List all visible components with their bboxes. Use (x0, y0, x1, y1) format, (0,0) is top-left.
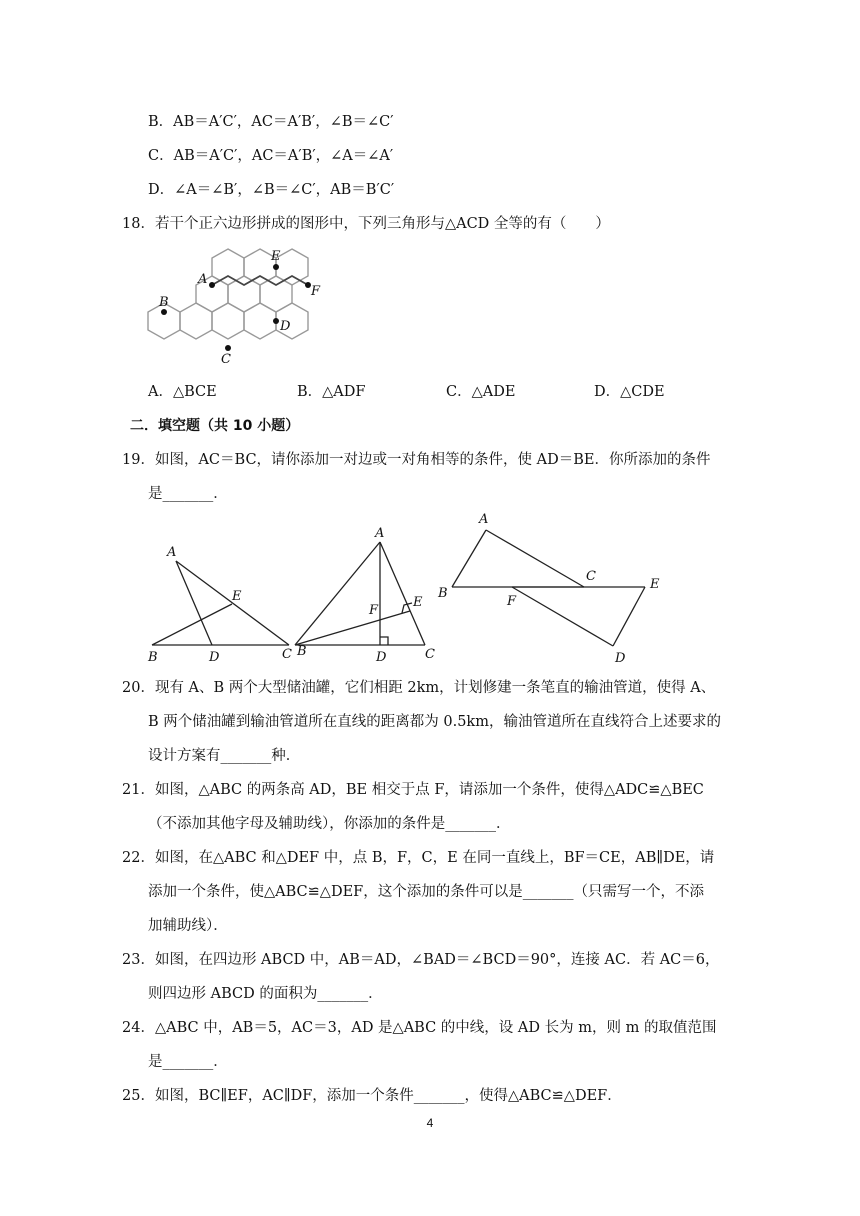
question-19-line-2: 是_______． (148, 486, 228, 502)
hexagon-tile (260, 276, 292, 312)
label-f: F (311, 284, 321, 299)
question-25-line-1: 25．如图，BC∥EF，AC∥DF，添加一个条件_______，使得△ABC≌△DEF． (122, 1088, 622, 1104)
option-d-q17: D．∠A＝∠B′，∠B＝∠C′，AB＝B′C′ (148, 182, 395, 198)
question-24-line-1: 24．△ABC 中，AB＝5，AC＝3，AD 是△ABC 的中线，设 AD 长为 m，则 m 的取值范围 (122, 1020, 717, 1036)
hexagon-figure (140, 240, 340, 365)
fig3-label-b: B (438, 586, 448, 601)
q18-choice-a: A．△BCE (148, 384, 217, 400)
fig3-label-f: F (507, 594, 517, 609)
fig2-label-a: A (375, 526, 385, 541)
question-23-line-1: 23．如图，在四边形 ABCD 中，AB＝AD，∠BAD＝∠BCD＝90°，连接 AC．若 AC＝6， (122, 952, 720, 968)
section-2-title: 二．填空题（共 10 小题） (130, 418, 300, 434)
fig1-label-e: E (232, 589, 242, 604)
fig2-label-e: E (413, 595, 423, 610)
hexagon-tile (244, 303, 276, 339)
question-20-line-1: 20．现有 A、B 两个大型储油罐，它们相距 2km，计划修建一条笔直的输油管道，使得 A、 (122, 680, 716, 696)
point-d-dot (273, 318, 279, 324)
figures-row (140, 508, 680, 668)
question-23-line-2: 则四边形 ABCD 的面积为_______． (148, 986, 383, 1002)
hexagon-tile (180, 303, 212, 339)
page-number: 4 (426, 1116, 434, 1130)
label-d: D (280, 319, 291, 334)
question-20-line-2: B 两个储油罐到输油管道所在直线的距离都为 0.5km，输油管道所在直线符合上述要求的 (148, 714, 721, 730)
question-20-line-3: 设计方案有_______种． (148, 748, 301, 764)
point-c-dot (225, 345, 231, 351)
label-b: B (159, 295, 169, 310)
option-b-q17: B．AB＝A′C′，AC＝A′B′，∠B＝∠C′ (148, 114, 394, 130)
hexagon-tile (212, 249, 244, 285)
question-22-line-2: 添加一个条件，使△ABC≌△DEF，这个添加的条件可以是_______（只需写一个，不添 (148, 884, 704, 900)
fig3-label-e: E (650, 577, 660, 592)
label-e: E (271, 249, 281, 264)
question-24-line-2: 是_______． (148, 1054, 228, 1070)
fig1-label-a: A (167, 545, 177, 560)
option-c-q17: C．AB＝A′C′，AC＝A′B′，∠A＝∠A′ (148, 148, 394, 164)
fig2-label-b: B (297, 644, 307, 659)
fig1-label-b: B (148, 650, 158, 665)
hexagon-tile (276, 249, 308, 285)
figure-21 (295, 542, 425, 645)
label-a: A (198, 272, 208, 287)
q18-choice-b: B．△ADF (297, 384, 366, 400)
figure-19 (152, 561, 289, 645)
q18-choice-c: C．△ADE (446, 384, 516, 400)
fig2-label-c: C (425, 647, 435, 662)
question-21-line-1: 21．如图，△ABC 的两条高 AD，BE 相交于点 F，请添加一个条件，使得△ADC≌△BEC (122, 782, 704, 798)
question-21-line-2: （不添加其他字母及辅助线），你添加的条件是_______． (148, 816, 511, 832)
hexagon-tile (228, 276, 260, 312)
fig3-label-a: A (479, 512, 489, 527)
fig2-label-f: F (369, 603, 379, 618)
point-e-dot (273, 264, 279, 270)
fig3-label-d: D (615, 651, 626, 666)
question-22-line-3: 加辅助线）． (148, 918, 228, 934)
q18-choice-d: D．△CDE (594, 384, 665, 400)
question-22-line-1: 22．如图，在△ABC 和△DEF 中，点 B，F，C，E 在同一直线上，BF＝CE，AB∥DE，请 (122, 850, 715, 866)
question-18-stem: 18．若干个正六边形拼成的图形中，下列三角形与△ACD 全等的有（ ） (122, 216, 610, 232)
fig1-label-d: D (209, 650, 220, 665)
fig3-label-c: C (586, 569, 596, 584)
point-a-dot (209, 282, 215, 288)
figure-22 (452, 530, 645, 646)
hexagon-tile (212, 303, 244, 339)
label-c: C (221, 352, 231, 365)
fig1-label-c: C (282, 647, 292, 662)
fig2-label-d: D (376, 650, 387, 665)
question-19-line-1: 19．如图，AC＝BC，请你添加一对边或一对角相等的条件，使 AD＝BE．你所添加的条件 (122, 452, 711, 468)
